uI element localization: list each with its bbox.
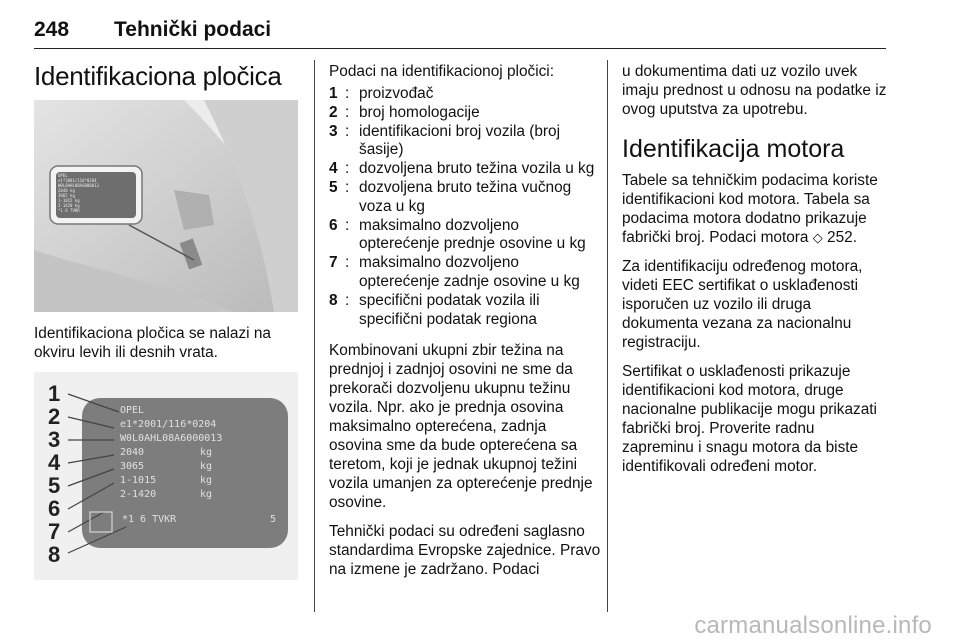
- documents-paragraph: u dokumentima dati uz vozilo uvek imaju prednost u odnosu na podatke iz ovog uputstva za upotrebu.: [622, 63, 887, 118]
- callout-3: 3: [48, 427, 61, 452]
- callout-2: 2: [48, 404, 61, 429]
- item-text: identifikacioni broj vozila (broj šasije): [359, 122, 561, 159]
- list-item: 6 : maksimalno dozvoljeno opterećenje prednje osovine u kg: [329, 216, 586, 253]
- list-item: 1 : proizvođač: [329, 85, 434, 102]
- item-number: 8: [329, 291, 338, 309]
- column-3: [622, 62, 890, 486]
- plate-line: 2040: [120, 447, 145, 458]
- plate-unit: kg: [200, 489, 213, 500]
- callout-1: 1: [48, 381, 61, 406]
- eec-certificate-paragraph: Za identifikaciju određenog motora, videti EEC sertifikat o usklađenosti isporučen uz vozilo ili druga dokumenta vezana za nacionalnu registraciju.: [622, 258, 863, 351]
- sticker-line: *1 6 TVKR: [58, 208, 80, 213]
- sticker-line: 2040 kg: [58, 188, 75, 193]
- plate-units: [200, 446, 212, 502]
- photo-sticker-text: [58, 173, 136, 217]
- item-number: 7: [329, 254, 338, 272]
- plate-line: 3065: [120, 461, 145, 472]
- plate-unit: kg: [200, 475, 213, 486]
- axle-weight-paragraph: Kombinovani ukupni zbir težina na prednjoj i zadnjoj osovini ne sme da prekorači dozvoljenu ukupnu težinu vozila. Npr. ako je prednja osovina maksimalno opterećena, zadnja osovina sme da bude opterećena sa teretom, koji je jednak ukupnoj težini vozila umanjen za opterećenje prednje osovine.: [329, 342, 593, 512]
- page-reference-icon[interactable]: ◇: [812, 230, 823, 245]
- item-number: 1: [329, 85, 338, 102]
- section-heading-engine: Identifikacija motora: [622, 135, 845, 163]
- item-text: proizvođač: [359, 85, 434, 102]
- list-item: 4 : dozvoljena bruto težina vozila u kg: [329, 160, 595, 178]
- sticker-line: e1*2001/116*0204: [58, 178, 97, 183]
- callout-4: 4: [48, 450, 61, 475]
- list-item: 5 : dozvoljena bruto težina vučnog voza u kg: [329, 178, 572, 215]
- item-text: maksimalno dozvoljeno opterećenje prednje osovine u kg: [359, 216, 586, 253]
- column-divider-2: [607, 60, 608, 612]
- callout-6: 6: [48, 496, 61, 521]
- chapter-title: Tehnički podaci: [114, 18, 272, 41]
- list-item: 7 : maksimalno dozvoljeno opterećenje zadnje osovine u kg: [329, 254, 580, 290]
- sticker-line: W0L0AHL08A6000013: [58, 183, 99, 188]
- item-text: dozvoljena bruto težina vozila u kg: [359, 160, 595, 178]
- list-item: 3 : identifikacioni broj vozila (broj šasije): [329, 122, 561, 159]
- engine-tables-paragraph: Tabele sa tehničkim podacima koriste identifikacioni kod motora. Tabela sa podacima motora dodatno prikazuje fabrički broj. Podaci motora ◇ 252.: [622, 172, 878, 246]
- column-1: [34, 58, 302, 94]
- sticker-line: 2-1420 kg: [58, 203, 80, 208]
- item-number: 3: [329, 122, 338, 140]
- page-number: 248: [34, 18, 70, 41]
- item-text: dozvoljena bruto težina vučnog voza u kg: [359, 178, 572, 215]
- list-item: 2 : broj homologacije: [329, 103, 480, 121]
- item-number: 2: [329, 103, 338, 121]
- sticker-line: 1-1015 kg: [58, 198, 80, 203]
- identification-plate-figure: [34, 372, 298, 580]
- plate-line: OPEL: [120, 405, 145, 416]
- footer: [0, 612, 960, 640]
- conformity-paragraph: Sertifikat o usklađenosti prikazuje identifikacioni kod motora, druge nacionalne publikacije mogu prikazati fabrički broj. Proverite radnu zapreminu i snagu motora da biste identifikovali određeni motor.: [622, 363, 877, 475]
- plate-line: W0L0AHL08A6000013: [120, 433, 223, 444]
- plate-side-code: 5: [270, 514, 277, 525]
- item-text: specifični podatak vozila ili specifični podatak regiona: [359, 291, 540, 328]
- callout-7: 7: [48, 519, 61, 544]
- column-divider-1: [314, 60, 315, 612]
- watermark: carmanualsonline.info: [694, 612, 932, 639]
- column-2: [329, 62, 601, 589]
- plate-line: 1-1015: [120, 475, 157, 486]
- plate-bottom-code: *1 6 TVKR: [122, 514, 177, 525]
- plate-data-intro: Podaci na identifikacionoj pločici:: [329, 63, 555, 80]
- plate-line: 2-1420: [120, 489, 157, 500]
- item-number: 4: [329, 160, 338, 178]
- door-frame-photo: [34, 100, 298, 312]
- list-item: 8 : specifični podatak vozila ili specifični podatak regiona: [329, 291, 540, 328]
- item-text: maksimalno dozvoljeno opterećenje zadnje osovine u kg: [359, 254, 580, 290]
- plate-unit: kg: [200, 447, 213, 458]
- sticker-line: OPEL: [58, 173, 68, 178]
- callout-5: 5: [48, 473, 61, 498]
- plate-unit: kg: [200, 461, 213, 472]
- plate-callouts: [48, 382, 60, 566]
- sticker-line: 3065 kg: [58, 193, 75, 198]
- standards-paragraph: Tehnički podaci su određeni saglasno standardima Evropske zajednice. Pravo na izmene je zadržano. Podaci: [329, 523, 601, 579]
- callout-8: 8: [48, 542, 61, 567]
- section-heading-plate: Identifikaciona pločica: [34, 61, 282, 91]
- plate-data-list: [329, 85, 601, 329]
- item-text: broj homologacije: [359, 103, 480, 121]
- page-header: [34, 10, 886, 49]
- item-number: 5: [329, 178, 338, 196]
- item-number: 6: [329, 216, 338, 234]
- photo-caption: Identifikaciona pločica se nalazi na okviru levih ili desnih vrata.: [34, 325, 271, 361]
- plate-line: e1*2001/116*0204: [120, 419, 217, 430]
